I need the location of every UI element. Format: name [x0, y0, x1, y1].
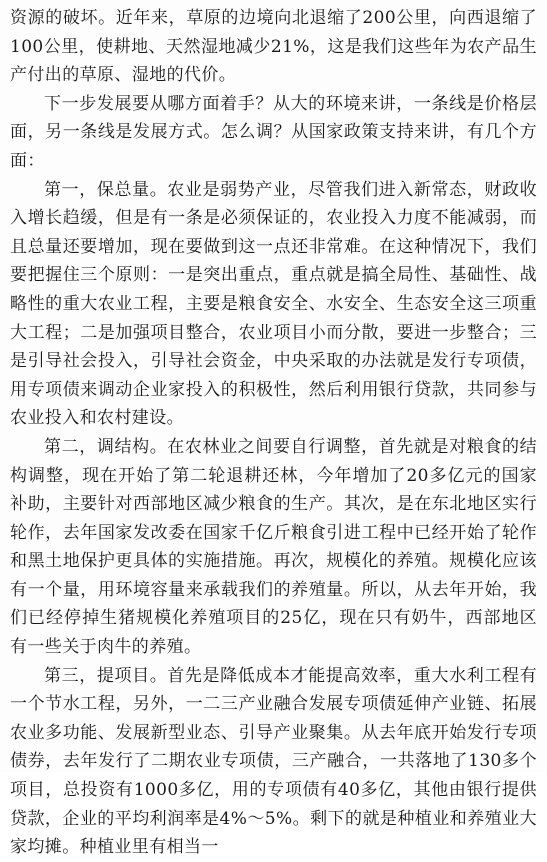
paragraph-4: 第二，调结构。在农林业之间要自行调整，首先就是对粮食的结构调整，现在开始了第二轮退耕还林，今年增加了20多亿元的国家补助，主要针对西部地区减少粮食的生产。其次，是在东北地区实行轮作，去年国家发改委在国家千亿斤粮食引进工程中已经开始了轮作和黑土地保护更具体的实施措施。再次，规模化的养殖。规模化应该有一个量，用环境容量来承载我们的养殖量。所以，从去年开始，我们已经停掉生猪规模化养殖项目的25亿，现在只有奶牛，西部地区有一些关于肉牛的养殖。	[10, 436, 537, 658]
paragraph-2: 下一步发展要从哪方面着手？从大的环境来讲，一条线是价格层面，另一条线是发展方式。怎么调？从国家政策支持来讲，有几个方面：	[10, 93, 537, 171]
paragraph-3: 第一，保总量。农业是弱势产业，尽管我们进入新常态，财政收入增长趋缓，但是有一条是必须保证的，农业投入力度不能减弱，而且总量还要增加，现在要做到这一点还非常难。在这种情况下，我们要把握住三个原则：一是突出重点，重点就是搞全局性、基础性、战略性的重大农业工程，主要是粮食安全、水安全、生态安全这三项重大工程；二是加强项目整合，农业项目小而分散，要进一步整合；三是引导社会投入，引导社会资金，中央采取的办法就是发行专项债，用专项债来调动企业家投入的积极性，然后利用银行贷款，共同参与农业投入和农村建设。	[10, 179, 537, 429]
paragraph-5: 第三，提项目。首先是降低成本才能提高效率，重大水利工程有一个节水工程，另外，一二三产业融合发展专项债延伸产业链、拓展农业多功能、发展新型业态、引导产业聚集。从去年底开始发行专项债券，去年发行了二期农业专项债，三产融合，一共落地了130多个项目，总投资有1000多亿，用的专项债有40多亿，其他由银行提供贷款，企业的平均利润率是4%～5%。剩下的就是种植业和养殖业大家均摊。种植业里有相当一	[10, 665, 537, 858]
paragraph-1: 资源的破坏。近年来，草原的边境向北退缩了200公里，向西退缩了100公里，使耕地、天然湿地减少21%，这是我们这些年为农产品生产付出的草原、湿地的代价。	[10, 8, 537, 86]
